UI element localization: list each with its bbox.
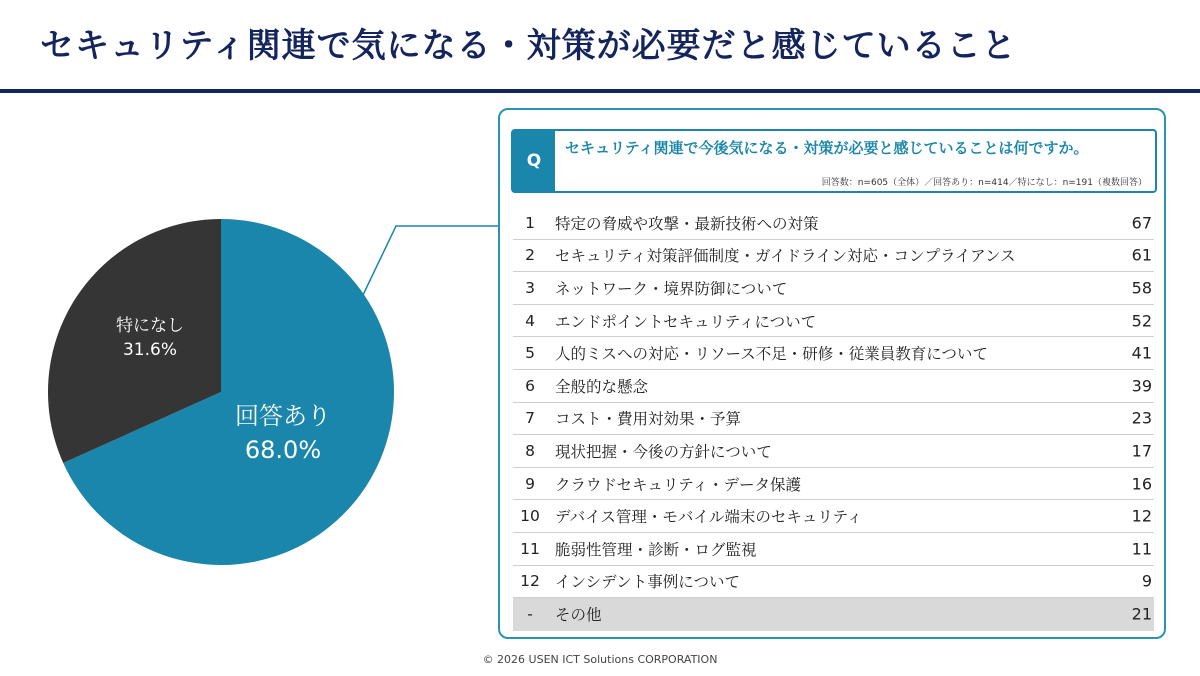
rank-number: 4 [525,311,535,330]
connector-line [363,226,498,295]
item-label: コスト・費用対効果・予算 [555,410,742,429]
table-row [513,370,1154,403]
table-row [513,207,1154,240]
item-count: 41 [1131,343,1152,363]
rank-number: 11 [520,539,540,558]
table-row [513,500,1154,533]
table-row [513,468,1154,501]
rank-number: 9 [525,474,535,493]
item-count: 12 [1131,506,1152,526]
item-label: 特定の脅威や攻撃・最新技術への対策 [555,214,819,233]
table-row [513,533,1154,566]
item-label: エンドポイントセキュリティについて [555,312,817,331]
table-row [513,435,1154,468]
item-label: 脆弱性管理・診断・ログ監視 [555,540,757,559]
rank-number: 10 [520,507,540,526]
rank-number: 2 [525,246,535,265]
item-count: 23 [1131,408,1152,428]
item-label: 現状把握・今後の方針について [555,442,772,461]
rank-number: 8 [525,441,535,460]
slice-value: 68.0% [244,436,322,464]
table-row [513,403,1154,436]
item-count: 39 [1131,376,1152,396]
question-mark: Q [513,131,555,191]
table-row [513,337,1154,370]
item-label: インシデント事例について [555,573,740,592]
rank-number: 7 [525,409,535,428]
item-label: 人的ミスへの対応・リソース不足・研修・従業員教育について [555,345,988,364]
rank-number: 6 [525,376,535,395]
slice-value: 31.6% [122,340,178,360]
slice-label: 回答あり [235,402,331,430]
table-row [513,272,1154,305]
ranking-list [513,207,1154,631]
item-count: 58 [1131,278,1152,298]
rank-number: 1 [525,213,535,232]
item-count: 52 [1131,311,1152,331]
table-row [513,566,1154,599]
item-count: 67 [1131,213,1152,233]
table-row [513,240,1154,273]
rank-number: 3 [525,278,535,297]
sample-size-note: 回答数：n=605（全体）／回答あり：n=414／特になし：n=191（複数回答） [821,178,1147,188]
item-count: 21 [1131,604,1152,624]
item-label: デバイス管理・モバイル端末のセキュリティ [555,508,863,527]
item-label: セキュリティ対策評価制度・ガイドライン対応・コンプライアンス [555,247,1016,266]
table-row [513,598,1154,631]
item-label: 全般的な懸念 [555,377,649,396]
slice-label: 特になし [116,316,184,336]
item-label: ネットワーク・境界防御について [555,279,788,298]
question-text: セキュリティ関連で今後気になる・対策が必要と感じていることは何ですか。 [565,139,1089,157]
table-row [513,305,1154,338]
rank-number: 12 [520,572,540,591]
rank-number: - [527,605,533,624]
item-label: その他 [555,606,602,625]
ranking-panel [498,108,1166,639]
item-count: 11 [1131,539,1152,559]
rank-number: 5 [525,344,535,363]
item-label: クラウドセキュリティ・データ保護 [555,475,801,494]
item-count: 9 [1141,571,1152,591]
item-count: 17 [1131,441,1152,461]
item-count: 61 [1131,245,1152,265]
copyright: © 2026 USEN ICT Solutions CORPORATION [482,653,718,666]
question-text-area [555,131,1155,191]
item-count: 16 [1131,474,1152,494]
question-box [511,129,1157,193]
page-title: セキュリティ関連で気になる・対策が必要だと感じていること [40,26,1017,66]
